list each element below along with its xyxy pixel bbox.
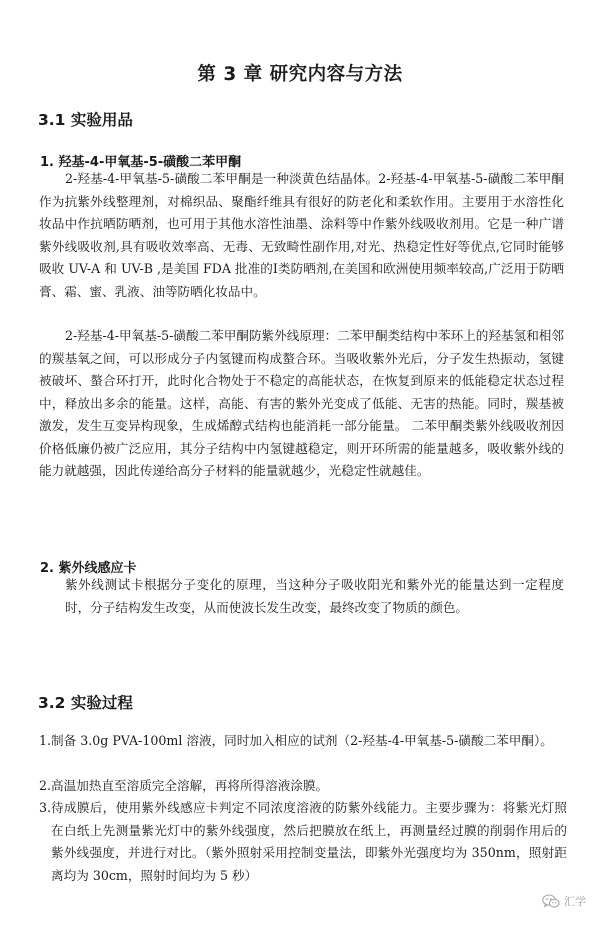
section-heading-3-1: 3.1 实验用品 <box>38 111 133 129</box>
paragraph-compound-description: 2-羟基-4-甲氧基-5-磺酸二苯甲酮是一种淡黄色结晶体。2-羟基-4-甲氧基-5-磺酸二苯甲酮作为抗紫外线整理剂，对棉织品、聚酯纤维具有很好的防老化和柔软作用。主要用于水溶性化妆品中作抗晒防晒剂，也可用于其他水溶性油墨、涂料等中作紫外线吸收剂用。它是一种广谱紫外线吸收剂,具有吸收效率高、无毒、无致畸性副作用,对光、热稳定性好等优点,它同时能够吸收 UV-A 和 UV-B ,是美国 FDA 批准的Ⅰ类防晒剂,在美国和欧洲使用频率较高,广泛用于防晒膏、霜、蜜、乳液、油等防晒化妆品中。 <box>39 171 564 299</box>
watermark-label: 汇学 <box>564 895 586 908</box>
subsection-heading-1: 1. 羟基-4-甲氧基-5-磺酸二苯甲酮 <box>40 155 242 170</box>
procedure-step-2: 2. 高温加热直至溶质完全溶解，再将所得溶液涂膜。 <box>39 778 329 793</box>
procedure-step-1: 1. 制备 3.0g PVA-100ml 溶液，同时加入相应的试剂（2-羟基-4-甲氧基-5-磺酸二苯甲酮）。 <box>39 733 553 748</box>
section-heading-3-2: 3.2 实验过程 <box>38 694 133 712</box>
paragraph-uv-card: 紫外线测试卡根据分子变化的原理，当这种分子吸收阳光和紫外光的能量达到一定程度时，分子结构发生改变，从而使波长发生改变，最终改变了物质的颜色。 <box>65 577 564 615</box>
wechat-icon <box>542 894 560 909</box>
chapter-title: 第 3 章 研究内容与方法 <box>197 64 403 85</box>
subsection-heading-2: 2. 紫外线感应卡 <box>40 561 137 576</box>
paragraph-uv-principle: 2-羟基-4-甲氧基-5-磺酸二苯甲酮防紫外线原理：二苯甲酮类结构中苯环上的羟基氢和相邻的羰基氧之间，可以形成分子内氢键而构成螯合环。当吸收紫外光后，分子发生热振动，氢键被破坏、螯合环打开，此时化合物处于不稳定的高能状态，在恢复到原来的低能稳定状态过程中，释放出多余的能量。这样，高能、有害的紫外光变成了低能、无害的热能。同时，羰基被激发，发生互变异构现象，生成烯醇式结构也能消耗一部分能量。 二苯甲酮类紫外线吸收剂因价格低廉仍被广泛应用，其分子结构中内氢键越稳定，则开环所需的能量越多，吸收紫外线的能力就越强，因此传递给高分子材料的能量就越少，光稳定性就越佳。 <box>39 328 564 478</box>
procedure-step-3: 3. 待成膜后，使用紫外线感应卡判定不同浓度溶液的防紫外线能力。主要步骤为：将紫光灯照在白纸上先测量紫光灯中的紫外线强度，然后把膜放在纸上，再测量经过膜的削弱作用后的紫外线强度，并进行对比。（紫外照射采用控制变量法，即紫外光强度均为 350nm，照射距离均为 30cm，照射时间均为 5 秒） <box>39 800 567 883</box>
watermark <box>542 893 586 909</box>
